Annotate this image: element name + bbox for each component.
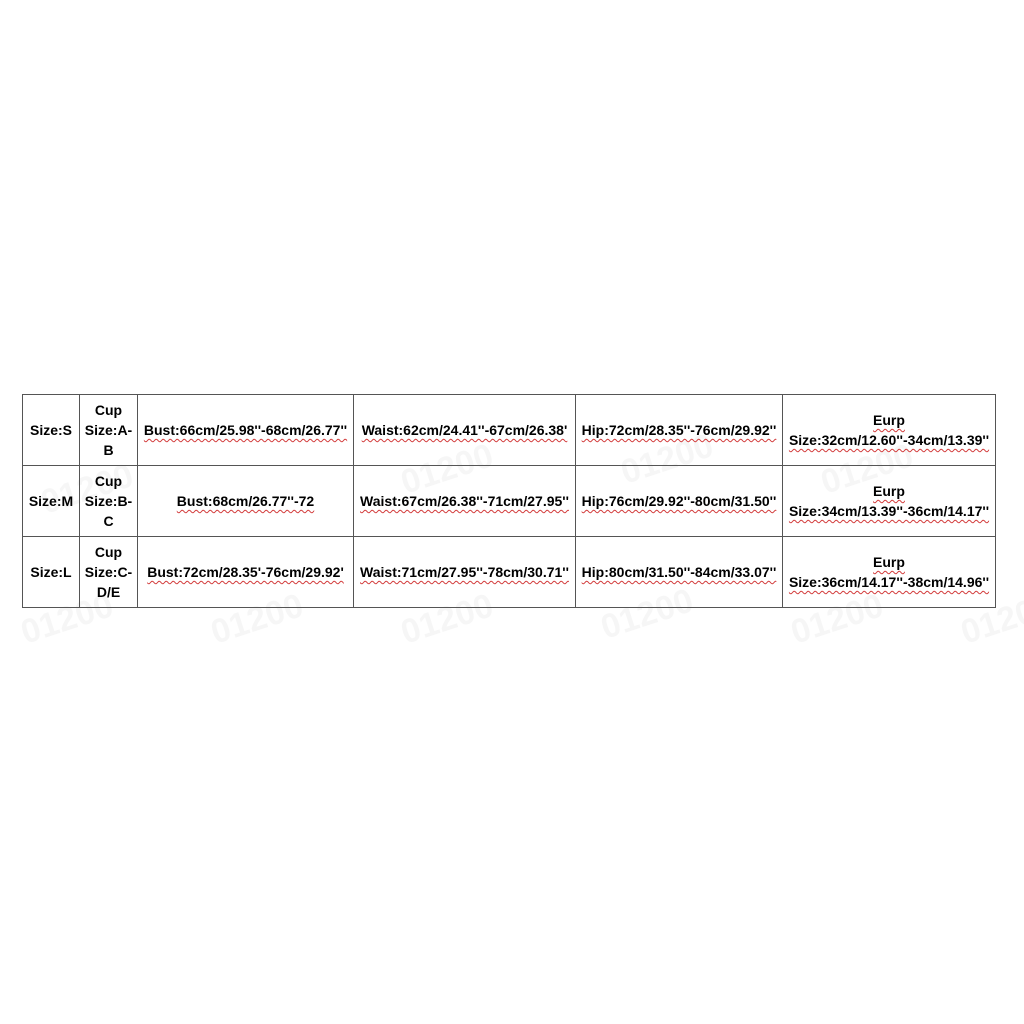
- waist-cell: [354, 537, 576, 608]
- cup-size-cell: [80, 466, 138, 537]
- eurp-size-value: Size:36cm/14.17''-38cm/14.96'': [788, 574, 990, 590]
- eurp-label: Eurp: [873, 554, 905, 570]
- bust-value: Bust:66cm/25.98''-68cm/26.77'': [143, 422, 348, 438]
- eurp-label: Eurp: [873, 483, 905, 499]
- size-chart-table: [22, 394, 996, 608]
- eurp-cell: [783, 537, 996, 608]
- eurp-size-value: Size:34cm/13.39''-36cm/14.17'': [788, 503, 990, 519]
- eurp-label: Eurp: [873, 412, 905, 428]
- cup-size-cell: [80, 537, 138, 608]
- hip-cell: [576, 537, 783, 608]
- size-label: Size:L: [30, 564, 72, 580]
- waist-value: Waist:71cm/27.95''-78cm/30.71'': [360, 564, 569, 580]
- waist-value: Waist:62cm/24.41''-67cm/26.38': [361, 422, 568, 438]
- bust-value: Bust:68cm/26.77''-72: [176, 493, 315, 509]
- cup-line: D/E: [96, 584, 121, 600]
- hip-value: Hip:76cm/29.92''-80cm/31.50'': [581, 493, 777, 509]
- table-row: [23, 395, 996, 466]
- cup-line: Cup: [94, 544, 123, 560]
- hip-value: Hip:80cm/31.50''-84cm/33.07'': [581, 564, 777, 580]
- size-label: Size:M: [28, 493, 74, 509]
- size-cell: [23, 537, 80, 608]
- eurp-cell: [783, 466, 996, 537]
- cup-line: C: [103, 513, 114, 529]
- eurp-cell: [783, 395, 996, 466]
- bust-cell: [138, 466, 354, 537]
- hip-cell: [576, 395, 783, 466]
- bust-value: Bust:72cm/28.35'-76cm/29.92': [147, 564, 344, 580]
- size-label: Size:S: [29, 422, 72, 438]
- cup-line: B: [103, 442, 114, 458]
- cup-line: Cup: [94, 473, 123, 489]
- cup-line: Size:B-: [84, 493, 133, 509]
- cup-line: Cup: [94, 402, 123, 418]
- eurp-size-value: Size:32cm/12.60''-34cm/13.39'': [788, 432, 990, 448]
- waist-cell: [354, 395, 576, 466]
- waist-value: Waist:67cm/26.38''-71cm/27.95'': [360, 493, 569, 509]
- cup-size-cell: [80, 395, 138, 466]
- hip-value: Hip:72cm/28.35''-76cm/29.92'': [581, 422, 777, 438]
- table-row: [23, 466, 996, 537]
- bust-cell: [138, 537, 354, 608]
- cup-line: Size:C-: [84, 564, 133, 580]
- hip-cell: [576, 466, 783, 537]
- size-cell: [23, 466, 80, 537]
- cup-line: Size:A-: [84, 422, 133, 438]
- bust-cell: [138, 395, 354, 466]
- waist-cell: [354, 466, 576, 537]
- size-cell: [23, 395, 80, 466]
- table-row: [23, 537, 996, 608]
